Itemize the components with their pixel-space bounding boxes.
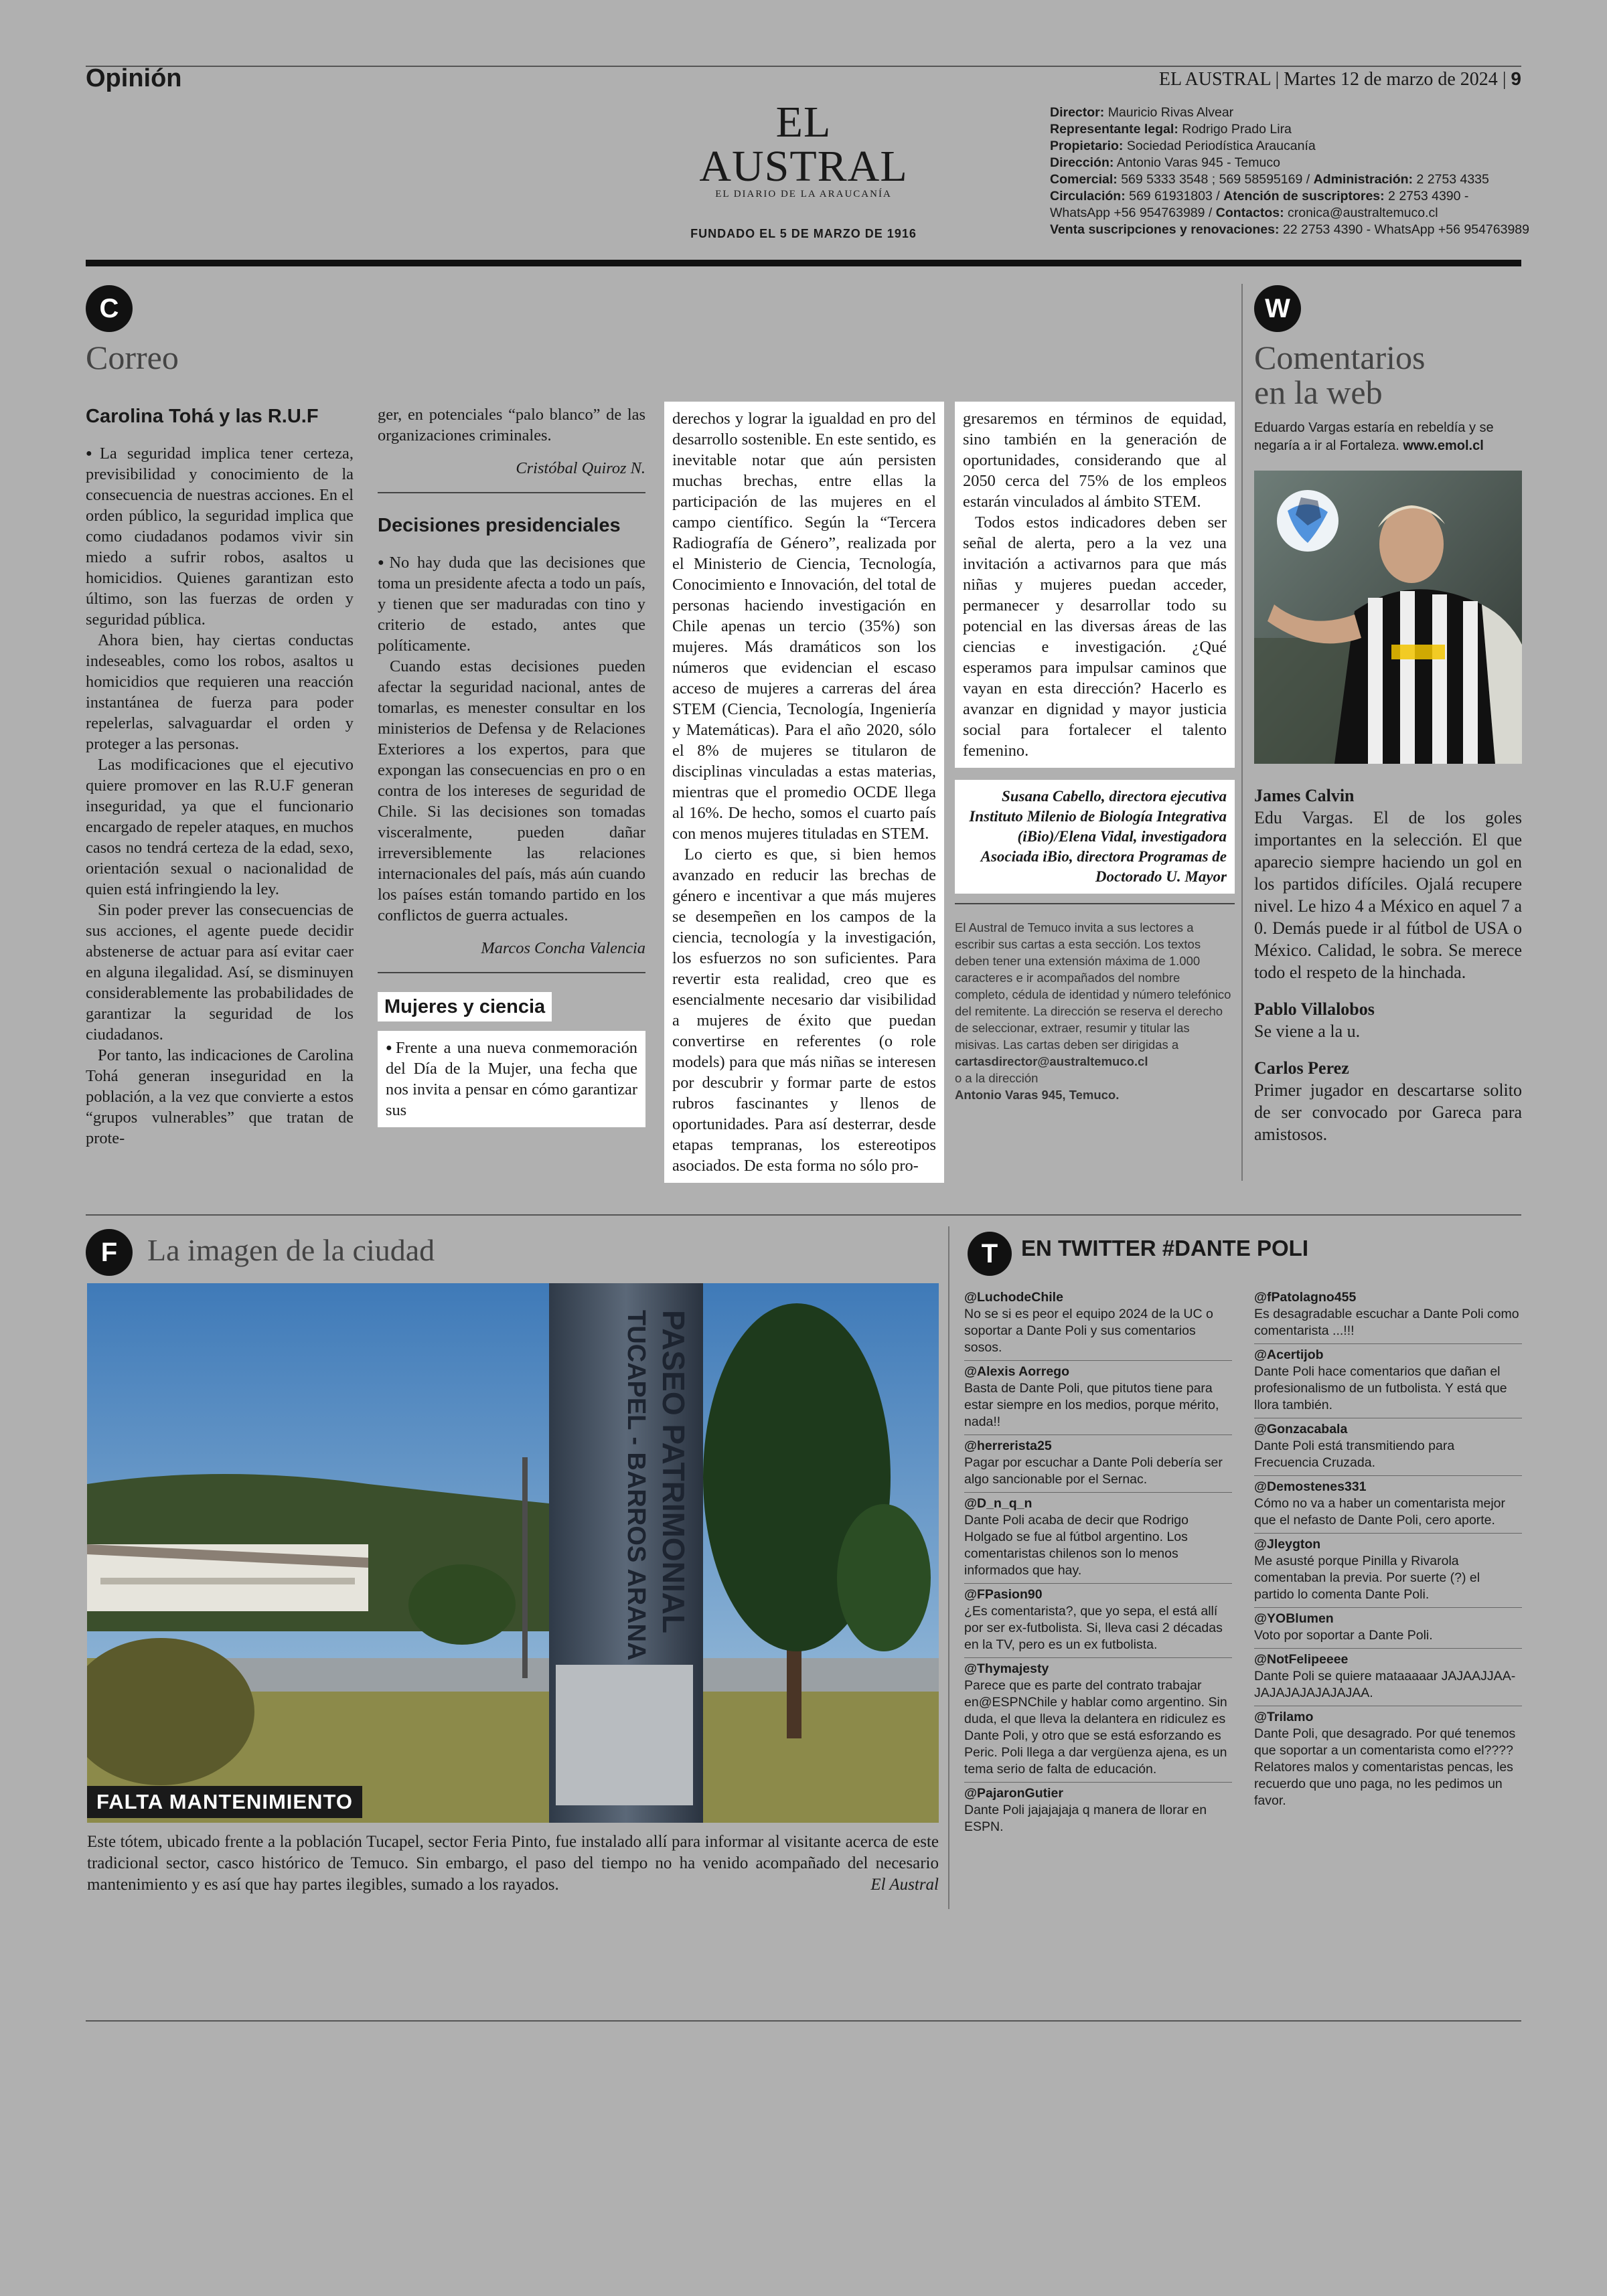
letter2-paragraph: Cuando estas decisiones pueden afectar la seguridad nacional, antes de tomarlas, es menester consultar en los ministerios de Defensa y de Relaciones Exteriores a los expertos, para que expongan las consecuencias en pro o en contra de los intereses de seguridad de Chile. Si las decisiones son tomadas visceralmente, pueden dañar irreversiblemente las relaciones internacionales del país, más aún cuando los países están tomando partido en los conflictos de guerra actuales. (378, 657, 645, 924)
letter3-box (378, 1031, 645, 1127)
staff-line: Director: Mauricio Rivas Alvear (1050, 105, 1234, 120)
masthead-title: EL AUSTRAL (699, 98, 908, 191)
web-comment-text: Primer jugador en descartarse solito de ser convocado por Gareca para amistosos. (1254, 1080, 1522, 1144)
web-comment (1254, 785, 1522, 983)
tweet-handle: @D_n_q_n (964, 1496, 1032, 1511)
city-photo (87, 1283, 939, 1823)
tweet (964, 1584, 1232, 1658)
tweet (964, 1658, 1232, 1783)
tweet-handle: @FPasion90 (964, 1587, 1043, 1602)
masthead-subtitle: EL DIARIO DE LA ARAUCANÍA (715, 189, 892, 199)
tweet (1254, 1649, 1522, 1706)
letter1-continuation: ger, en potenciales “palo blanco” de las organizaciones criminales. (378, 406, 645, 444)
separator (378, 972, 645, 973)
web-comment-author: Pablo Villalobos (1254, 999, 1375, 1019)
tweet-handle: @LuchodeChile (964, 1290, 1063, 1305)
tweet-handle: @Acertijob (1254, 1347, 1324, 1362)
web-comment (1254, 1057, 1522, 1145)
letter3-paragraph: Todos estos indicadores deben ser señal de alerta, pero a la vez una invitación a activarnos para que más niñas y mujeres puedan acceder, permanecer y desarrollar todo su potencial en las diversas áreas de las ciencias e investigación. ¿Qué esperamos para impulsar caminos que vayan en esta dirección? Hacerlo es avanzar en dignidad y mayor justicia social para fortalecer el talento femenino. (963, 513, 1227, 760)
tweet-text: Es desagradable escuchar a Dante Poli como comentarista ...!!! (1254, 1307, 1519, 1338)
separator (955, 903, 1235, 904)
tweet-handle: @PajaronGutier (964, 1786, 1063, 1801)
tweet-text: Dante Poli jajajajaja q manera de llorar en ESPN. (964, 1803, 1207, 1834)
correo-column-2 (378, 404, 645, 1127)
city-title: La imagen de la ciudad (147, 1233, 435, 1267)
tweet-handle: @fPatolagno455 (1254, 1290, 1357, 1305)
web-comment-text: Se viene a la u. (1254, 1021, 1361, 1041)
tweet (1254, 1344, 1522, 1418)
tweet (1254, 1706, 1522, 1813)
tweet-text: No se si es peor el equipo 2024 de la UC o soportar a Dante Poli y sus comentarios sosos. (964, 1307, 1213, 1355)
twitter-title: EN TWITTER #DANTE POLI (1021, 1236, 1308, 1260)
tweet-text: Basta de Dante Poli, que pitutos tiene para estar siempre en los medios, porque mérito, nada!! (964, 1381, 1219, 1429)
tweet-handle: @Thymajesty (964, 1661, 1049, 1676)
masthead-founded: FUNDADO EL 5 DE MARZO DE 1916 (690, 227, 917, 240)
tweet-text: Dante Poli se quiere mataaaaar JAJAAJJAA-JAJAJAJAJAJAJAA. (1254, 1669, 1516, 1700)
header-paper: EL AUSTRAL (1158, 69, 1271, 90)
web-comment-author: James Calvin (1254, 786, 1355, 805)
tweets-right (1254, 1287, 1522, 1813)
header-thick-rule (86, 260, 1521, 266)
sign-title: PASEO PATRIMONIAL (656, 1310, 691, 1633)
city-photo-label: FALTA MANTENIMIENTO (87, 1786, 362, 1818)
section-rule (86, 1214, 1521, 1216)
letters-or: o a la dirección (955, 1071, 1039, 1085)
tweet (964, 1287, 1232, 1361)
tweet-text: Dante Poli hace comentarios que dañan el profesionalismo de un futbolista. Y está que llora también. (1254, 1364, 1507, 1412)
letters-notice: El Austral de Temuco invita a sus lectores a escribir sus cartas a esta sección. Los textos deben tener una extensión máxima de 1.000 caracteres e ir acompañados del nombre completo, cédula de identidad y número telefónico del remitente. La dirección se reserva el derecho de seleccionar, extraer, resumir y titular las misivas. Las cartas deben ser dirigidas a cartasdirector@australtemuco.cl o a la dirección Antonio Varas 945, Temuco. (955, 919, 1235, 1103)
tweet-handle: @NotFelipeeee (1254, 1652, 1349, 1667)
tweet (1254, 1608, 1522, 1649)
staff-line: Venta suscripciones y renovaciones: 22 2753 4390 - WhatsApp +56 954763989 (1050, 222, 1529, 237)
letter2-headline: Decisiones presidenciales (378, 515, 621, 536)
tweet (1254, 1534, 1522, 1608)
web-comment-text: Edu Vargas. El de los goles importantes en la selección. El que aparecio siempre haciendo un gol en los partidos difíciles. Ojalá recupere nivel. Le hizo 4 a México en aquel 7 a 0. Demás puede ir al fútbol de USA o México. Calidad, le sobra. Se merece todo el respeto de la hinchada. (1254, 808, 1522, 982)
tweet-handle: @Trilamo (1254, 1710, 1314, 1724)
correo-badge: C (86, 285, 133, 332)
city-credit: El Austral (870, 1876, 939, 1894)
tweet-handle: @Alexis Aorrego (964, 1364, 1069, 1379)
correo-column-3 (664, 402, 944, 1183)
masthead (690, 100, 917, 241)
tweet-handle: @herrerista25 (964, 1439, 1052, 1453)
tweet (964, 1783, 1232, 1839)
bottom-rule (86, 2020, 1521, 2022)
column-divider (948, 1226, 949, 1909)
letter3-paragraph: gresaremos en términos de equidad, sino también en la generación de oportunidades, considerando que al 2050 cerca del 75% de los empleos estarán vinculados al ámbito STEM. (963, 410, 1227, 511)
letters-email: cartasdirector@australtemuco.cl (955, 1054, 1148, 1068)
staff-line: Dirección: Antonio Varas 945 - Temuco (1050, 155, 1280, 170)
web-comments (1254, 785, 1522, 1145)
page-number: 9 (1511, 68, 1521, 89)
web-lead: Eduardo Vargas estaría en rebeldía y se negaría a ir al Fortaleza. www.emol.cl (1254, 420, 1494, 453)
tweet (1254, 1418, 1522, 1476)
staff-line: Propietario: Sociedad Periodística Araucanía (1050, 139, 1316, 153)
tweet-text: Pagar por escuchar a Dante Poli debería ser algo sancionable por el Sernac. (964, 1455, 1223, 1487)
letter1-paragraph: Las modificaciones que el ejecutivo quiere promover en las R.U.F generan inseguridad, ya que el funcionario encargado de repeler ataques, en muchos casos no tendrá certeza de la edad, sexo, orientación sexual o nacionalidad de quien está infringiendo la ley. (86, 756, 354, 898)
tweet-handle: @YOBlumen (1254, 1611, 1334, 1626)
letter3-signature: Susana Cabello, directora ejecutiva Instituto Milenio de Biología Integrativa (iBio)/Elena Vidal, investigadora Asociada iBio, directora Programas de Doctorado U. Mayor (955, 780, 1235, 894)
letter1-signature: Cristóbal Quiroz N. (516, 459, 645, 477)
tweet-text: Parece que es parte del contrato trabajar en@ESPNChile y hablar como argentino. Sin duda, el que lleva la delantera en ridiculez es Dante Poli, y otro que se está esforzando es Peric. Poli llega a dar vergüenza ajena, es un tema serio de falta de educación. (964, 1678, 1227, 1777)
tweet (1254, 1287, 1522, 1344)
tweets-left (964, 1287, 1232, 1839)
tweet-text: Dante Poli está transmitiendo para Frecuencia Cruzada. (1254, 1439, 1455, 1470)
web-comment (1254, 998, 1522, 1042)
correo-column-1 (86, 404, 354, 1149)
separator (378, 492, 645, 493)
letter3-paragraph: ● Frente a una nueva conmemoración del Día de la Mujer, una fecha que nos invita a pensar en cómo garantizar sus (386, 1038, 637, 1121)
tweet (964, 1493, 1232, 1584)
tweet-handle: @Gonzacabala (1254, 1422, 1348, 1437)
tweet-text: Voto por soportar a Dante Poli. (1254, 1628, 1433, 1643)
web-comment-author: Carlos Perez (1254, 1058, 1349, 1078)
tweet-text: Dante Poli acaba de decir que Rodrigo Holgado se fue al fútbol argentino. Los comentaristas chilenos son lo menos informados que hay. (964, 1513, 1189, 1578)
letter3-paragraph: Lo cierto es que, si bien hemos avanzado en reducir las brechas de género e incentivar a que más mujeres se desempeñen en los campos de la ciencia, tecnología y la investigación, los esfuerzos no son suficientes. Para revertir esta realidad, creo que es esencialmente necesario dar visibilidad a mujeres de éxito que puedan convertirse en referentes (o role models) para que más niñas se interesen por descubrir y formar parte de estos rubros fascinantes y llenos de oportunidades. Para así desterrar, desde etapas tempranas, los estereotipos asociados. De esta forma no sólo pro- (672, 845, 936, 1175)
correo-column-4 (955, 402, 1235, 1103)
letter1-paragraph: Ahora bien, hay ciertas conductas indeseables, como los robos, asaltos u homicidios que requieren una reacción instantánea de fuerza para poder repelerlas, salvaguardar el orden y proteger a las personas. (86, 631, 354, 753)
tweet-text: Cómo no va a haber un comentarista mejor que el nefasto de Dante Poli, cero aporte. (1254, 1496, 1506, 1528)
staff-line: Representante legal: Rodrigo Prado Lira (1050, 122, 1292, 137)
letter3-headline: Mujeres y ciencia (378, 992, 552, 1021)
letter2-paragraph: ● No hay duda que las decisiones que toma un presidente afecta a todo un país, y tienen que ser maduradas con tino y criterio de estado, antes que políticamente. (378, 552, 645, 656)
city-badge: F (86, 1229, 133, 1276)
tweet-text: Me asusté porque Pinilla y Rivarola comentaban la previa. Por suerte (?) el partido lo comenta Dante Poli. (1254, 1554, 1480, 1602)
web-lead-source: www.emol.cl (1403, 438, 1484, 453)
letter1-paragraph: ● La seguridad implica tener certeza, previsibilidad y conocimiento de la consecuencia de nuestras acciones. En el orden público, la seguridad implica que como ciudadanos podamos vivir sin miedo a sufrir robos, asaltos u homicidios. Quienes garantizan esto último, son las fuerzas de orden y seguridad pública. (86, 443, 354, 630)
web-title: Comentarios en la web (1254, 339, 1426, 411)
sign-subtitle: TUCAPEL - BARROS ARANA (622, 1310, 650, 1661)
tweet-handle: @Jleygton (1254, 1537, 1321, 1552)
tweet-text: ¿Es comentarista?, que yo sepa, el está allí por ser ex-futbolista. Si, lleva casi 2 décadas en la TV, pero es un ex futbolista. (964, 1604, 1223, 1652)
letters-address: Antonio Varas 945, Temuco. (955, 1088, 1120, 1102)
tweet-handle: @Demostenes331 (1254, 1479, 1367, 1494)
tweet-text: Dante Poli, que desagrado. Por qué tenemos que soportar a un comentarista como el???? Relatores malos y comentaristas pencas, les recuerdo que uno paga, no les pedimos un favor. (1254, 1726, 1516, 1808)
tweet (964, 1435, 1232, 1493)
staff-line: Comercial: 569 5333 3548 ; 569 58595169 / Administración: 2 2753 4335 (1050, 172, 1489, 187)
top-rule (86, 66, 1521, 67)
staff-box (1050, 104, 1532, 238)
city-caption: Este tótem, ubicado frente a la población Tucapel, sector Feria Pinto, fue instalado allí para informar al visitante acerca de este tradicional sector, casco histórico de Temuco. Sin embargo, el paso del tiempo no ha venido acompañado del necesario mantenimiento y es así que hay partes ilegibles, sumado a los rayados. El Austral (87, 1831, 939, 1896)
letter3-paragraph: derechos y lograr la igualdad en pro del desarrollo sostenible. En este sentido, es inevitable notar que aún persisten muchas brechas, entre ellas la participación de las mujeres en el campo científico. Según la “Tercera Radiografía de Género”, realizada por el Ministerio de Ciencia, Tecnología, Conocimiento e Innovación, del total de personas haciendo investigación en Chile apenas un tercio (35%) son mujeres. Más dramáticos son los números que evidencian el escaso acceso de mujeres a carreras del área STEM (Ciencia, Tecnología, Ingeniería y Matemáticas). Para el año 2020, sólo el 8% de mujeres se titularon de disciplinas vinculadas a estas materias, mientras que el promedio OCDE llega al 16%. De hecho, somos el cuarto país con menos mujeres tituladas en STEM. (672, 410, 936, 843)
letter1-paragraph: Por tanto, las indicaciones de Carolina Tohá generan inseguridad en la población, a la vez que convierte a estos “grupos vulnerables” que tratan de prote- (86, 1046, 354, 1147)
letter3-box (955, 402, 1235, 768)
letter2-signature: Marcos Concha Valencia (481, 939, 645, 957)
tweet (1254, 1476, 1522, 1534)
letter1-headline: Carolina Tohá y las R.U.F (86, 406, 319, 427)
soccer-photo (1254, 471, 1522, 764)
header-dateline: EL AUSTRAL | Martes 12 de marzo de 2024 | 9 (1158, 68, 1521, 90)
section-label: Opinión (86, 64, 182, 92)
web-badge: W (1254, 285, 1301, 332)
letter1-paragraph: Sin poder prever las consecuencias de sus acciones, el agente puede decidir abstenerse de actuar para así evitar caer en alguna ilegalidad. Así, se disminuyen considerablemente las probabilidades de garantizar la seguridad de los ciudadanos. (86, 901, 354, 1044)
tweet (964, 1361, 1232, 1435)
staff-line: Circulación: 569 61931803 / Atención de suscriptores: 2 2753 4390 - WhatsApp +56 954763989 / Contactos: cronica@australtemuco.cl (1050, 189, 1469, 220)
header-date: Martes 12 de marzo de 2024 (1284, 69, 1498, 90)
correo-title: Correo (86, 339, 179, 376)
twitter-badge: T (968, 1232, 1012, 1276)
column-divider (1241, 284, 1243, 1181)
